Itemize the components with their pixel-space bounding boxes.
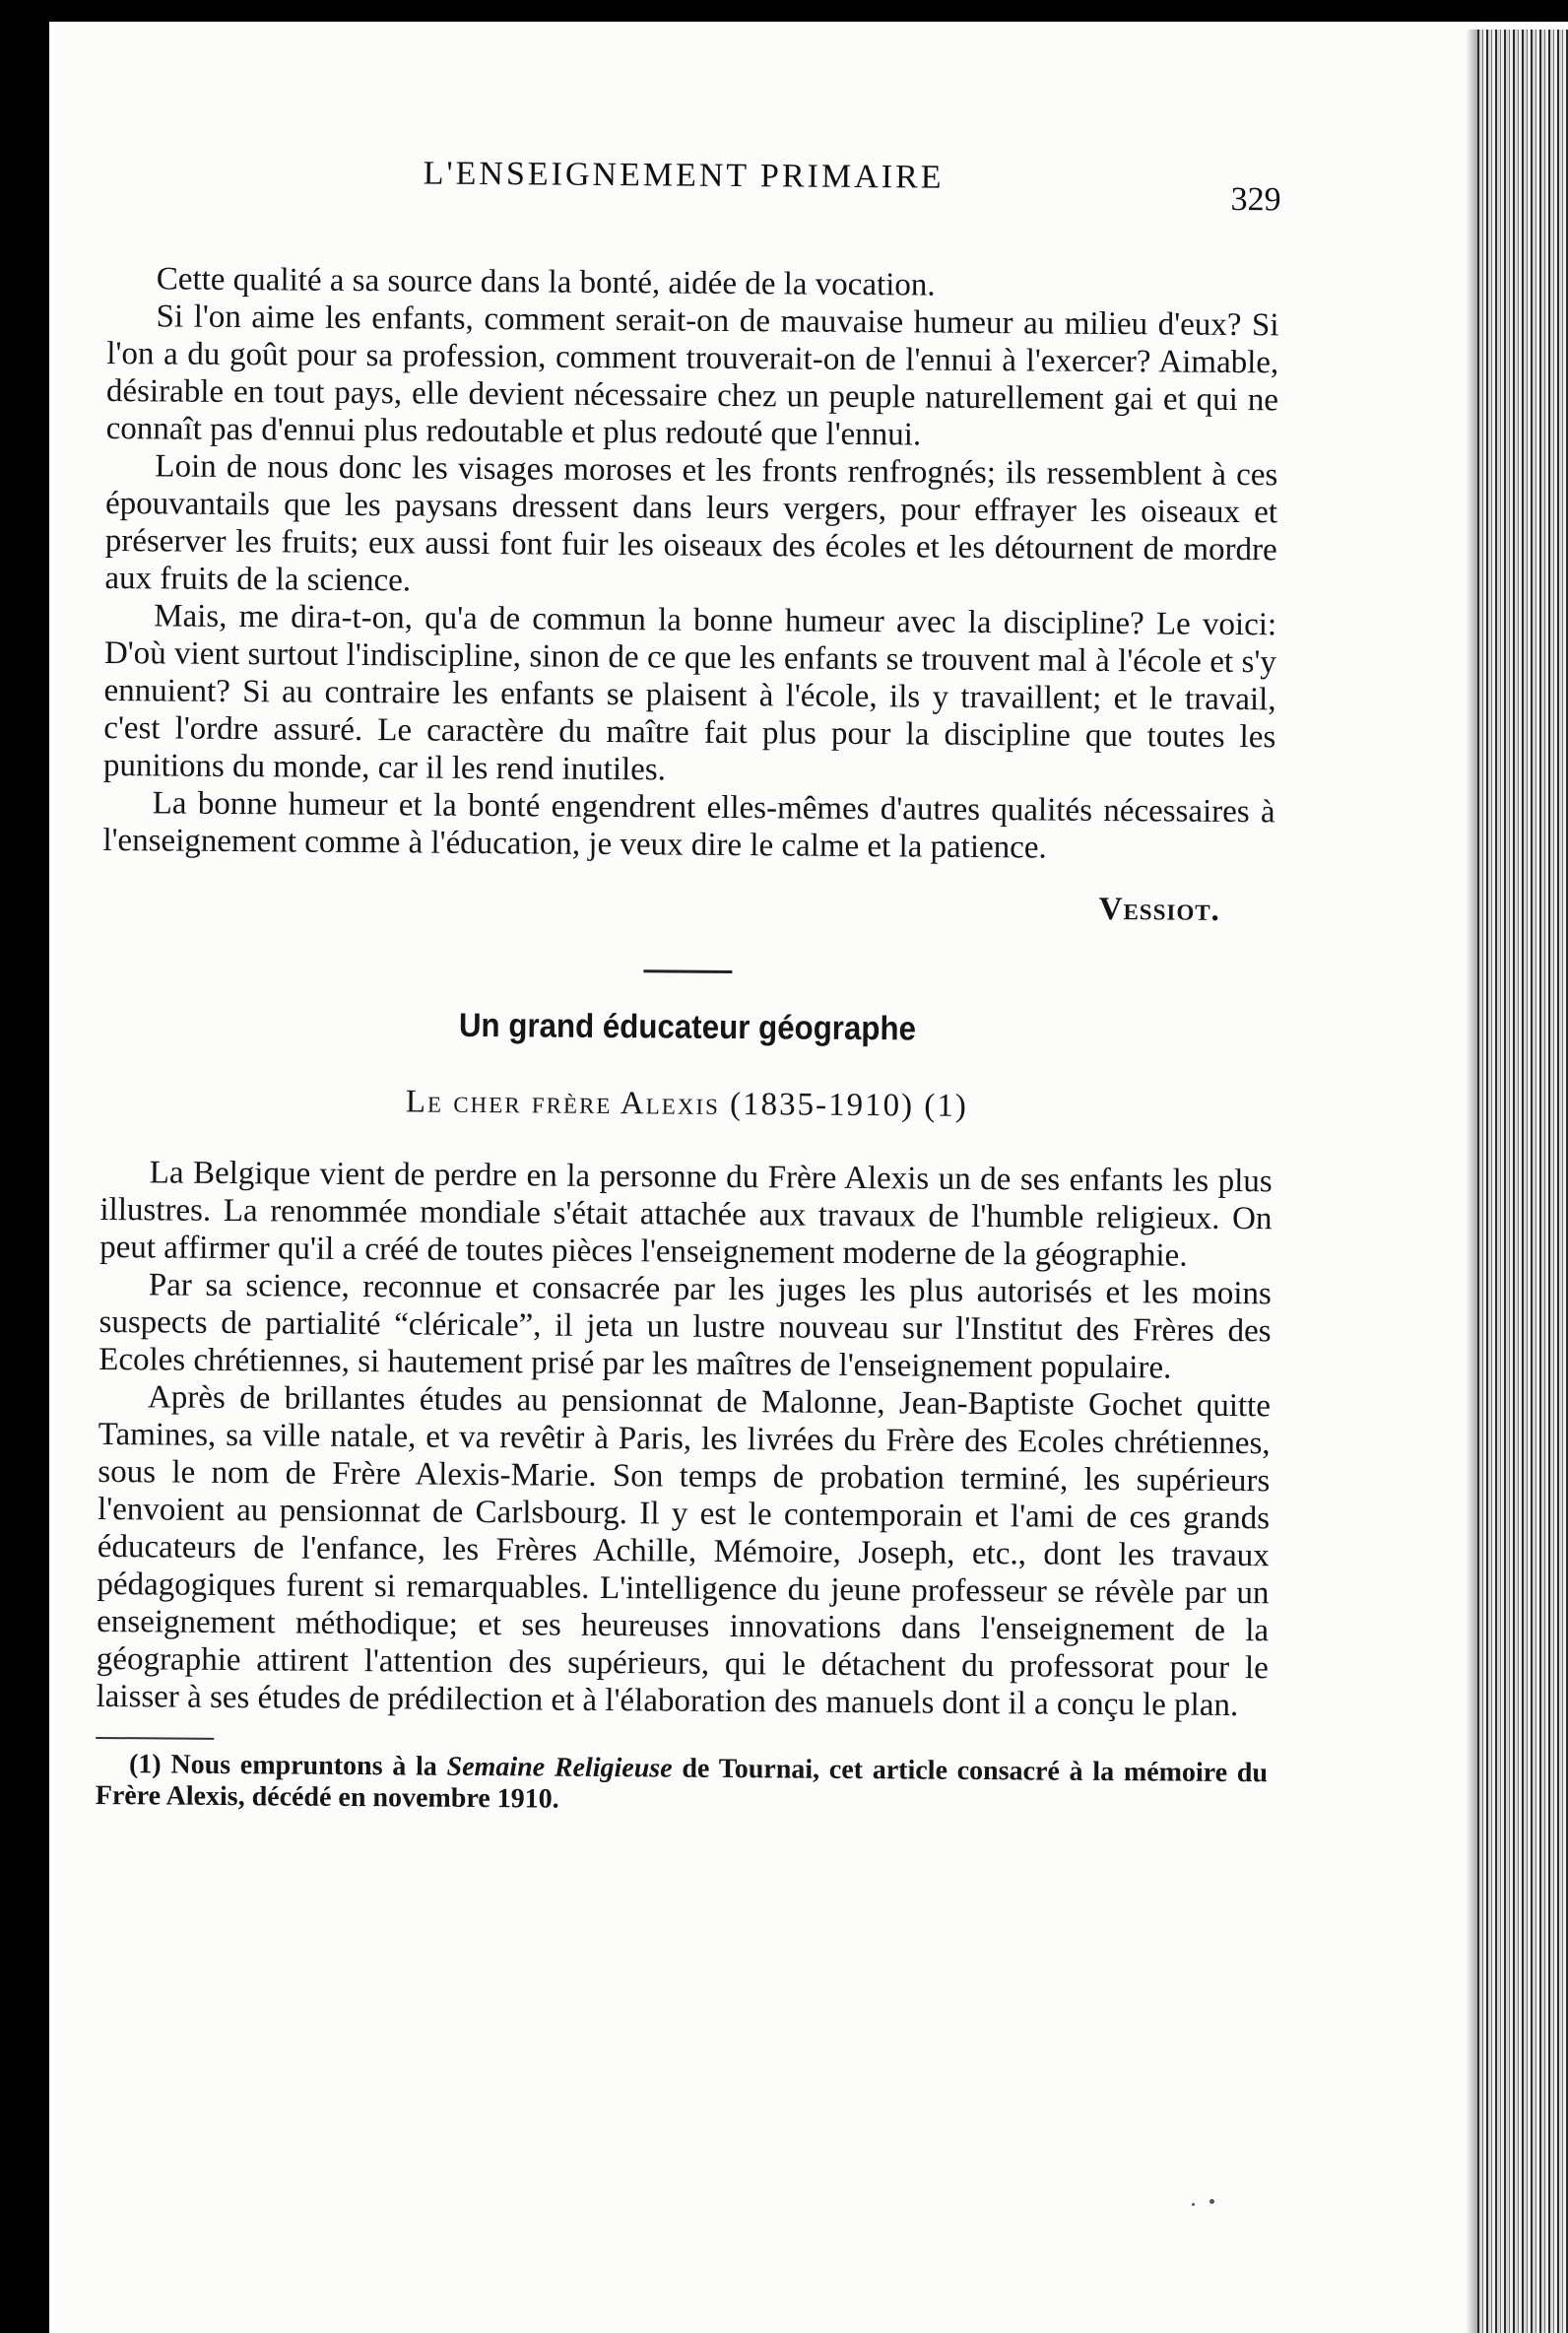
book-page-edges <box>1477 30 1568 2333</box>
footnote-marker: (1) <box>128 1749 162 1780</box>
running-head: L'ENSEIGNEMENT PRIMAIRE <box>423 155 945 196</box>
paragraph: Cette qualité a sa source dans la bonté, aidée de la vocation. <box>156 261 936 303</box>
dust-speck <box>1192 2203 1195 2206</box>
paragraph: Après de brillantes études au pensionnat de Malonne, Jean-Baptiste Gochet quitte Tamines, sa ville natale, et va revêtir à Paris, les livrées du Frère des Ecoles chrétiennes, sous le nom de Frère Alexis-Marie. Son temps de probation terminé, les supérieurs l'envoient au pensionnat de Carlsbourg. Il y est le contemporain et l'ami de ces grands éducateurs de l'enfance, les Frères Achille, Mémoire, Joseph, etc., dont les travaux pédagogiques furent si remarquables. L'intelligence du jeune professeur se révèle par un enseignement méthodique; et ses heureuses innovations dans l'enseignement de la géographie attirent l'attention des supérieurs, qui le détachent du professorat pour le laisser à ses études de prédilection et à l'élaboration des manuels dont il a conçu le plan. <box>96 1379 1272 1724</box>
page-content <box>96 138 1280 1821</box>
paragraph: Mais, me dira-t-on, qu'a de commun la bonne humeur avec la discipline? Le voici: D'où vient surtout l'indiscipline, sinon de ce que les enfants se trouvent mal à l'école et s'y ennuient? Si au contraire les enfants se plaisent à l'école, ils y travaillent; et le travail, c'est l'ordre assuré. Le caractère du maître fait plus pour la discipline que toutes les punitions du monde, car il les rend inutiles. <box>102 598 1277 788</box>
footnote-source: Semaine Religieuse <box>446 1751 673 1784</box>
footnote <box>96 1749 1268 1821</box>
footnote-text: Nous empruntons à la <box>170 1749 437 1782</box>
paragraph: La bonne humeur et la bonté engendrent elles-mêmes d'autres qualités nécessaires à l'enseignement comme à l'éducation, je veux dire le calme et la patience. <box>102 785 1275 866</box>
paragraph: Si l'on aime les enfants, comment serait-on de mauvaise humeur au milieu d'eux? Si l'on a du goût pour sa profession, comment trouverait-on de l'ennui à l'exercer? Aimable, désirable en tout pays, elle devient nécessaire chez un peuple naturellement gai et qui ne connaît pas d'ennui plus redoutable et plus redouté que l'ennui. <box>105 299 1279 453</box>
page-header <box>107 138 1281 219</box>
scan-border-top <box>0 0 1568 22</box>
footnote-divider <box>96 1737 214 1740</box>
section-divider <box>643 969 732 973</box>
footnote-text: de Tournai, cet article consacré à la mémoire du Frère Alexis, décédé en novembre 1910. <box>95 1753 1269 1815</box>
author-signature: Vessiot. <box>1098 891 1221 928</box>
article-subtitle: Le cher frère Alexis (1835-1910) (1) <box>405 1084 968 1124</box>
article-text <box>96 1154 1272 1724</box>
section-text <box>102 260 1279 868</box>
dust-speck <box>1209 2199 1214 2204</box>
page-number: 329 <box>1230 180 1281 219</box>
paragraph: Loin de nous donc les visages moroses et les fronts renfrognés; ils ressemblent à ces épouvantails que les paysans dressent dans leurs vergers, pour effrayer les oiseaux et préserver les fruits; eux aussi font fuir les oiseaux des écoles et les détournent de mordre aux fruits de la science. <box>104 448 1278 599</box>
article-title: Un grand éducateur géographe <box>458 1006 917 1048</box>
paragraph: Par sa science, reconnue et consacrée par les juges les plus autorisés et les moins suspects de partialité “cléricale”, il jeta un lustre nouveau sur l'Institut des Frères des Ecoles chrétiennes, si hautement prisé par les maîtres de l'enseignement populaire. <box>98 1267 1272 1386</box>
paragraph: La Belgique vient de perdre en la personne du Frère Alexis un de ses enfants les plus illustres. La renommée mondiale s'était attachée aux travaux de l'humble religieux. On peut affirmer qu'il a créé de toutes pièces l'enseignement moderne de la géographie. <box>99 1155 1273 1274</box>
scan-border-left <box>0 0 49 2333</box>
